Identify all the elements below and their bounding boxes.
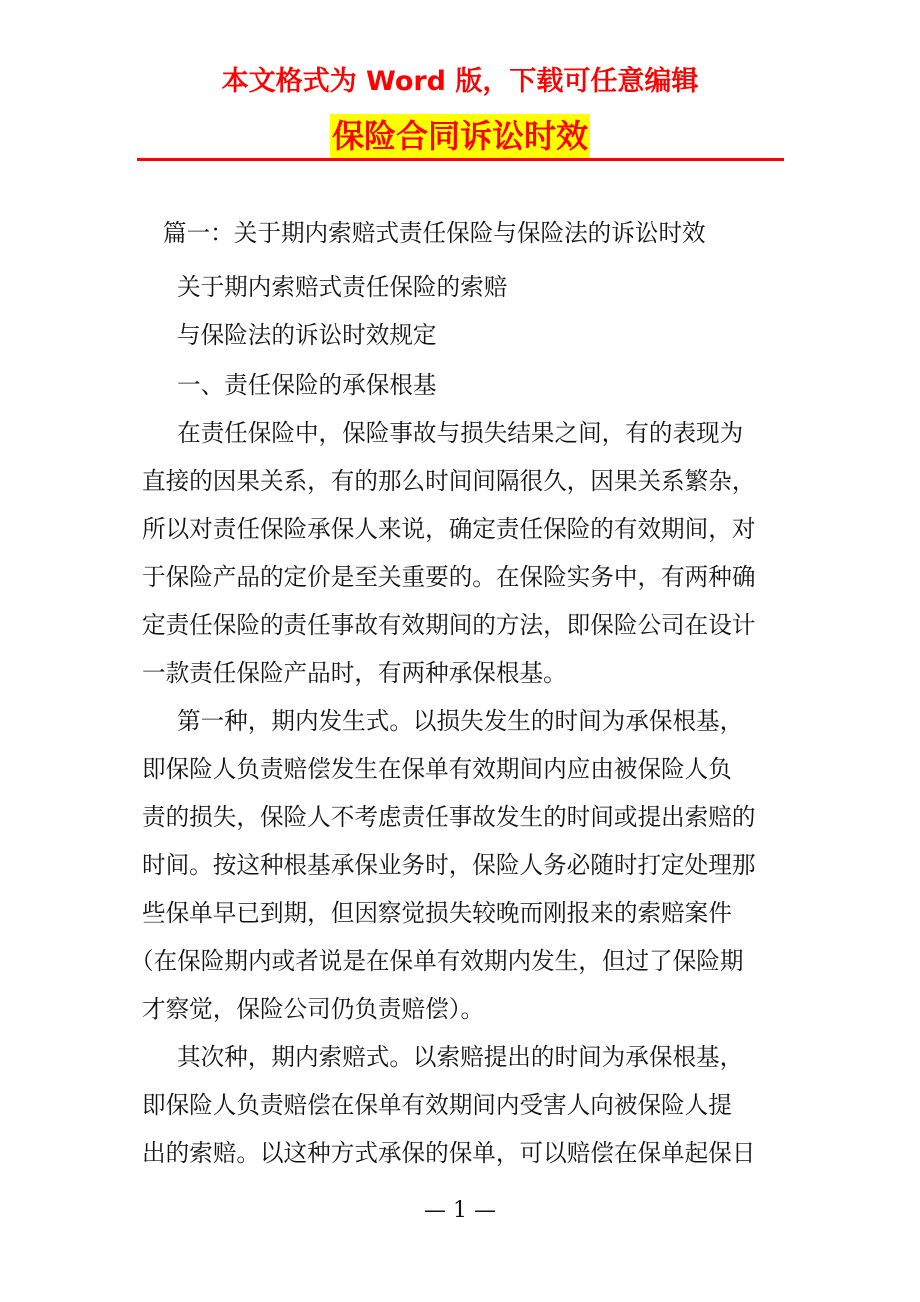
document-title: 保险合同诉讼时效 [330,114,590,158]
text-line: （在保险期内或者说是在保单有效期内发生，但过了保险期 [130,947,744,975]
text-line: 于保险产品的定价是至关重要的。在保险实务中，有两种确 [142,563,756,591]
section-heading: 一、责任保险的承保根基 [177,371,437,399]
text-line: 其次种，期内索赔式。以索赔提出的时间为承保根基， [177,1043,744,1071]
text-line: 与保险法的诉讼时效规定 [177,321,437,349]
text-line: 时间。按这种根基承保业务时，保险人务必随时打定处理那 [142,851,756,879]
text-line: 才察觉，保险公司仍负责赔偿）。 [142,995,485,1023]
page-number: — 1 — [424,1198,496,1223]
title-divider [137,158,784,161]
text-line: 责的损失，保险人不考虑责任事故发生的时间或提出索赔的 [142,803,756,831]
text-line: 所以对责任保险承保人来说，确定责任保险的有效期间，对 [142,515,756,543]
text-line: 在责任保险中，保险事故与损失结果之间，有的表现为 [177,419,744,447]
download-banner: 本文格式为 Word 版，下载可任意编辑 [221,66,699,97]
text-line: 些保单早已到期，但因察觉损失较晚而刚报来的索赔案件 [142,899,732,927]
text-line: 定责任保险的责任事故有效期间的方法，即保险公司在设计 [142,611,756,639]
text-line: 即保险人负责赔偿发生在保单有效期间内应由被保险人负 [142,755,732,783]
text-line: 篇一：关于期内索赔式责任保险与保险法的诉讼时效 [163,219,706,247]
text-line: 直接的因果关系，有的那么时间间隔很久，因果关系繁杂， [142,467,756,495]
text-line: 出的索赔。以这种方式承保的保单，可以赔偿在保单起保日 [142,1139,756,1167]
text-line: 第一种，期内发生式。以损失发生的时间为承保根基， [177,707,744,735]
text-line: 一款责任保险产品时，有两种承保根基。 [142,659,567,687]
text-line: 关于期内索赔式责任保险的索赔 [177,273,508,301]
text-line: 即保险人负责赔偿在保单有效期间内受害人向被保险人提 [142,1091,732,1119]
title-container [0,114,920,158]
